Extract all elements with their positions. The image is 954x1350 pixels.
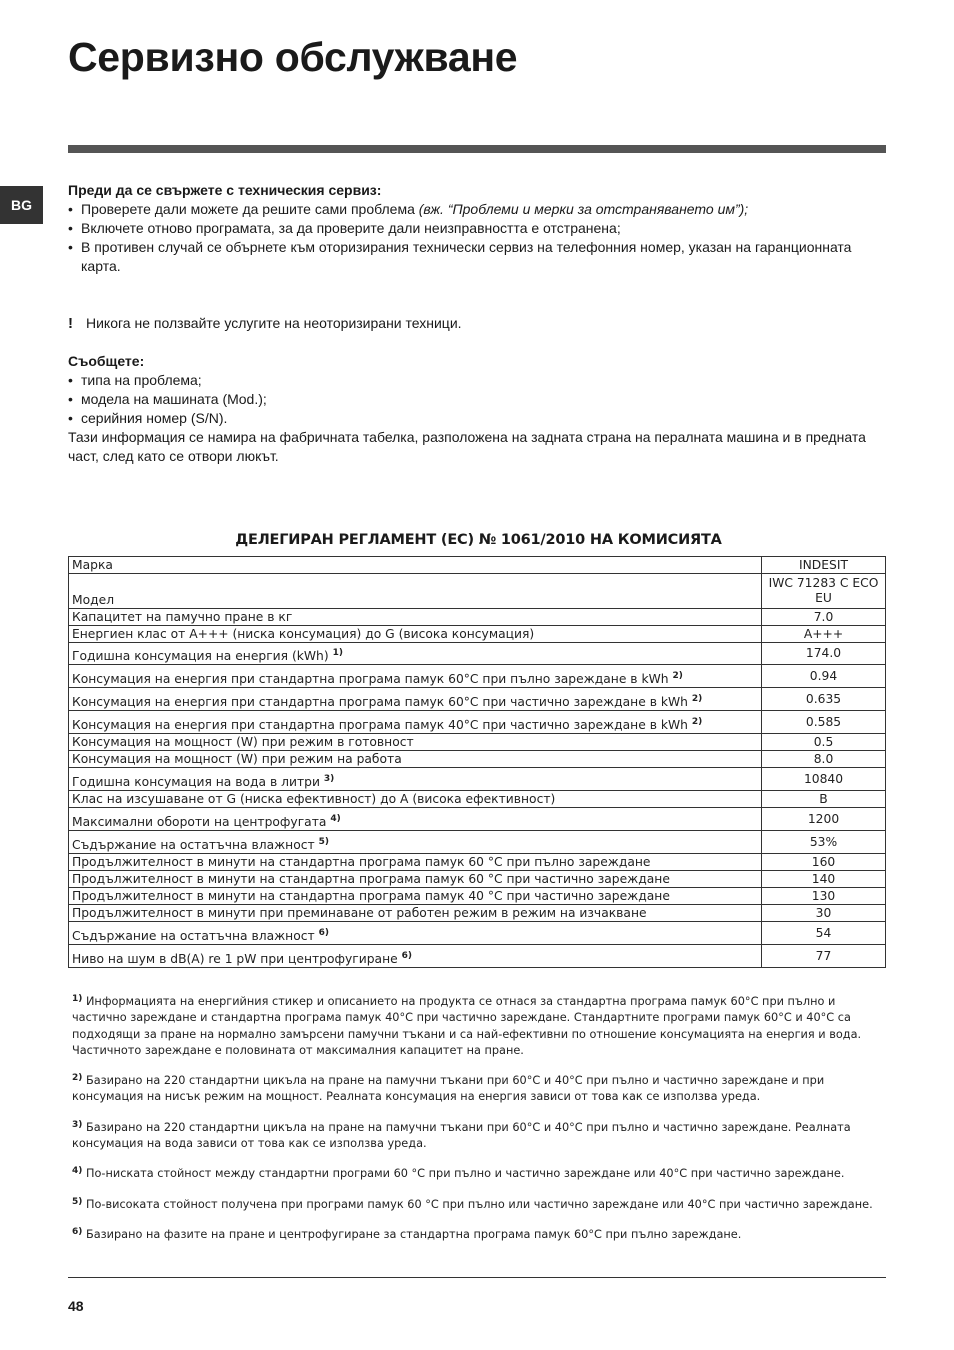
table-row <box>69 854 886 871</box>
footer-divider <box>68 1277 886 1278</box>
warning-note <box>68 314 868 333</box>
table-row <box>69 888 886 905</box>
footnote-ref: 1) <box>332 648 343 658</box>
list-item: • В противен случай се обърнете към оторизирания технически сервиз на телефонния номер, указан на гаранционната карта. <box>68 238 868 276</box>
table-row <box>69 831 886 854</box>
table-row <box>69 871 886 888</box>
footnote-mark: 2) <box>72 1073 83 1084</box>
spec-label: Максимални обороти на центрофугата $^{4)}$ <box>69 808 762 831</box>
spec-value: 0.5 <box>762 734 886 751</box>
spec-value: 30 <box>762 905 886 922</box>
spec-label: Продължителност в минути при преминаване от работен режим в режим на изчакване <box>69 905 762 922</box>
spec-label: Съдържание на остатъчна влажност $^{5)}$ <box>69 831 762 854</box>
footnote <box>72 1073 884 1106</box>
spec-value: 0.635 <box>762 688 886 711</box>
spec-value: 10840 <box>762 768 886 791</box>
table-row <box>69 922 886 945</box>
before-contact-heading: Преди да се свържете с техническия сервиз: <box>68 182 382 198</box>
title-divider <box>68 145 886 153</box>
footnote-ref: 3) <box>323 774 335 784</box>
footnote <box>72 994 884 1059</box>
spec-table <box>68 556 886 968</box>
table-row <box>69 751 886 768</box>
table-row <box>69 643 886 665</box>
footnote-mark: 5) <box>72 1196 83 1207</box>
table-row <box>69 808 886 831</box>
list-item: • Проверете дали можете да решите сами проблема (вж. “Проблеми и мерки за отстраняването им”); <box>68 200 868 219</box>
footnote-text: Базирано на 220 стандартни цикъла на пране на памучни тъкани при 60°C и 40°C при пълно и частично зареждане. Реалната консумация на вода зависи от това как се използва уреда. <box>72 1120 851 1151</box>
spec-value: 130 <box>762 888 886 905</box>
footnote-text: По-ниската стойност между стандартни програми 60 °C при пълно и частично зареждане или 40°C при частично зареждане. <box>85 1167 845 1181</box>
table-row <box>69 626 886 643</box>
page-number: 48 <box>68 1298 84 1314</box>
report-note: Тази информация се намира на фабричната табелка, разположена на задната страна на пералната машина и в предната част, след като се отвори люкът. <box>68 429 866 464</box>
spec-value: 0.94 <box>762 665 886 688</box>
table-row <box>69 609 886 626</box>
spec-value: 53% <box>762 831 886 854</box>
footnote-ref: 6) <box>318 928 329 938</box>
table-row <box>69 574 886 609</box>
footnote-mark: 4) <box>72 1166 83 1177</box>
spec-value: A+++ <box>762 626 886 643</box>
spec-value: 77 <box>762 945 886 968</box>
spec-label: Капацитет на памучно пране в кг <box>69 609 762 626</box>
spec-value: 0.585 <box>762 711 886 734</box>
footnote <box>72 1120 884 1153</box>
language-tab: BG <box>0 186 43 224</box>
spec-label: Годишна консумация на вода в литри $^{3)}$ <box>69 768 762 791</box>
table-row <box>69 791 886 808</box>
table-row <box>69 768 886 791</box>
spec-value: 1200 <box>762 808 886 831</box>
list-item: • типа на проблема; <box>68 371 868 390</box>
spec-value: 174.0 <box>762 643 886 665</box>
footnote-text: По-високата стойност получена при програми памук 60 °C при пълно или частично зареждане или 40°C при частично зареждане. <box>85 1197 873 1211</box>
spec-value: 54 <box>762 922 886 945</box>
spec-label: Марка <box>69 557 762 574</box>
table-row <box>69 557 886 574</box>
spec-label: Консумация на мощност (W) при режим на работа <box>69 751 762 768</box>
footnote-ref: 2) <box>691 717 703 727</box>
spec-label: Годишна консумация на енергия (kWh) $^{1)}$ <box>69 643 762 665</box>
footnote-mark: 3) <box>72 1119 83 1130</box>
footnote-text: Информацията на енергийния стикер и описанието на продукта се отнася за стандартна програма памук 60°C при пълно и частично зареждане и стандартна програма памук 40°C при частично зареждане. Стандартните програми памук 60°C и 40°C са подходящи за пране на нормално замърсени памучни тъкани и са най-ефективни по отношение консумацията на енергия и вода. Частичното зареждане е половината от максималния капацитет на пране. <box>72 995 862 1057</box>
footnote-text: Базирано на 220 стандартни цикъла на пране на памучни тъкани при 60°C и 40°C при пълно и частично зареждане и при консумация на нисък режим на мощност. Реалната консумация на енергия зависи от това как се използва уреда. <box>72 1074 825 1104</box>
spec-label: Продължителност в минути на стандартна програма памук 60 °C при пълно зареждане <box>69 854 762 871</box>
spec-label: Енергиен клас от A+++ (ниска консумация) до G (висока консумация) <box>69 626 762 643</box>
table-row <box>69 734 886 751</box>
service-instructions <box>68 181 868 466</box>
footnote-ref: 2) <box>691 694 703 704</box>
warning-icon: ! <box>68 315 73 332</box>
footnote-ref: 6) <box>401 951 413 961</box>
report-list <box>68 371 868 428</box>
list-item: • Включете отново програмата, за да проверите дали неизправността е отстранена; <box>68 219 868 238</box>
table-row <box>69 905 886 922</box>
page-title: Сервизно обслужване <box>68 34 518 80</box>
table-row <box>69 711 886 734</box>
spec-value: INDESIT <box>762 557 886 574</box>
spec-value: 8.0 <box>762 751 886 768</box>
footnote-text: Базирано на фазите на пране и центрофугиране за стандартна програма памук 60°C при пълно зареждане. <box>85 1227 742 1241</box>
spec-value: 7.0 <box>762 609 886 626</box>
spec-label: Консумация на енергия при стандартна програма памук 40°C при частично зареждане в kWh $^{2)}$ <box>69 711 762 734</box>
list-item: • серийния номер (S/N). <box>68 409 868 428</box>
footnote-ref: 5) <box>318 837 329 847</box>
spec-value: B <box>762 791 886 808</box>
table-row <box>69 945 886 968</box>
spec-value: 160 <box>762 854 886 871</box>
spec-label: Продължителност в минути на стандартна програма памук 60 °C при частично зареждане <box>69 871 762 888</box>
footnote-ref: 2) <box>672 671 683 681</box>
regulation-section <box>68 532 886 968</box>
spec-label: Консумация на енергия при стандартна програма памук 60°C при частично зареждане в kWh $^{2)}$ <box>69 688 762 711</box>
list-item: • модела на машината (Mod.); <box>68 390 868 409</box>
spec-label: Съдържание на остатъчна влажност $^{6)}$ <box>69 922 762 945</box>
table-row <box>69 665 886 688</box>
warning-text: Никога не ползвайте услугите на неоторизирани техници. <box>86 315 462 331</box>
spec-label: Консумация на мощност (W) при режим в готовност <box>69 734 762 751</box>
footnote-mark: 1) <box>72 994 83 1004</box>
footnote-mark: 6) <box>72 1226 83 1237</box>
spec-label: Продължителност в минути на стандартна програма памук 40 °C при частично зареждане <box>69 888 762 905</box>
report-heading: Съобщете: <box>68 353 145 369</box>
footnote <box>72 1197 884 1213</box>
spec-label: Клас на изсушаване от G (ниска ефективност) до A (висока ефективност) <box>69 791 762 808</box>
footnote <box>72 1227 884 1243</box>
before-contact-list <box>68 200 868 276</box>
spec-value: 140 <box>762 871 886 888</box>
footnotes <box>72 994 884 1243</box>
footnote-ref: 4) <box>330 814 341 824</box>
spec-label: Модел <box>69 574 762 609</box>
spec-label: Консумация на енергия при стандартна програма памук 60°C при пълно зареждане в kWh $^{2)}$ <box>69 665 762 688</box>
footnote <box>72 1166 884 1182</box>
spec-value: IWC 71283 C ECO EU <box>762 574 886 609</box>
spec-label: Ниво на шум в dB(A) re 1 pW при центрофугиране $^{6)}$ <box>69 945 762 968</box>
table-row <box>69 688 886 711</box>
regulation-title: ДЕЛЕГИРАН РЕГЛАМЕНТ (ЕС) № 1061/2010 НА КОМИСИЯТА <box>235 532 722 548</box>
